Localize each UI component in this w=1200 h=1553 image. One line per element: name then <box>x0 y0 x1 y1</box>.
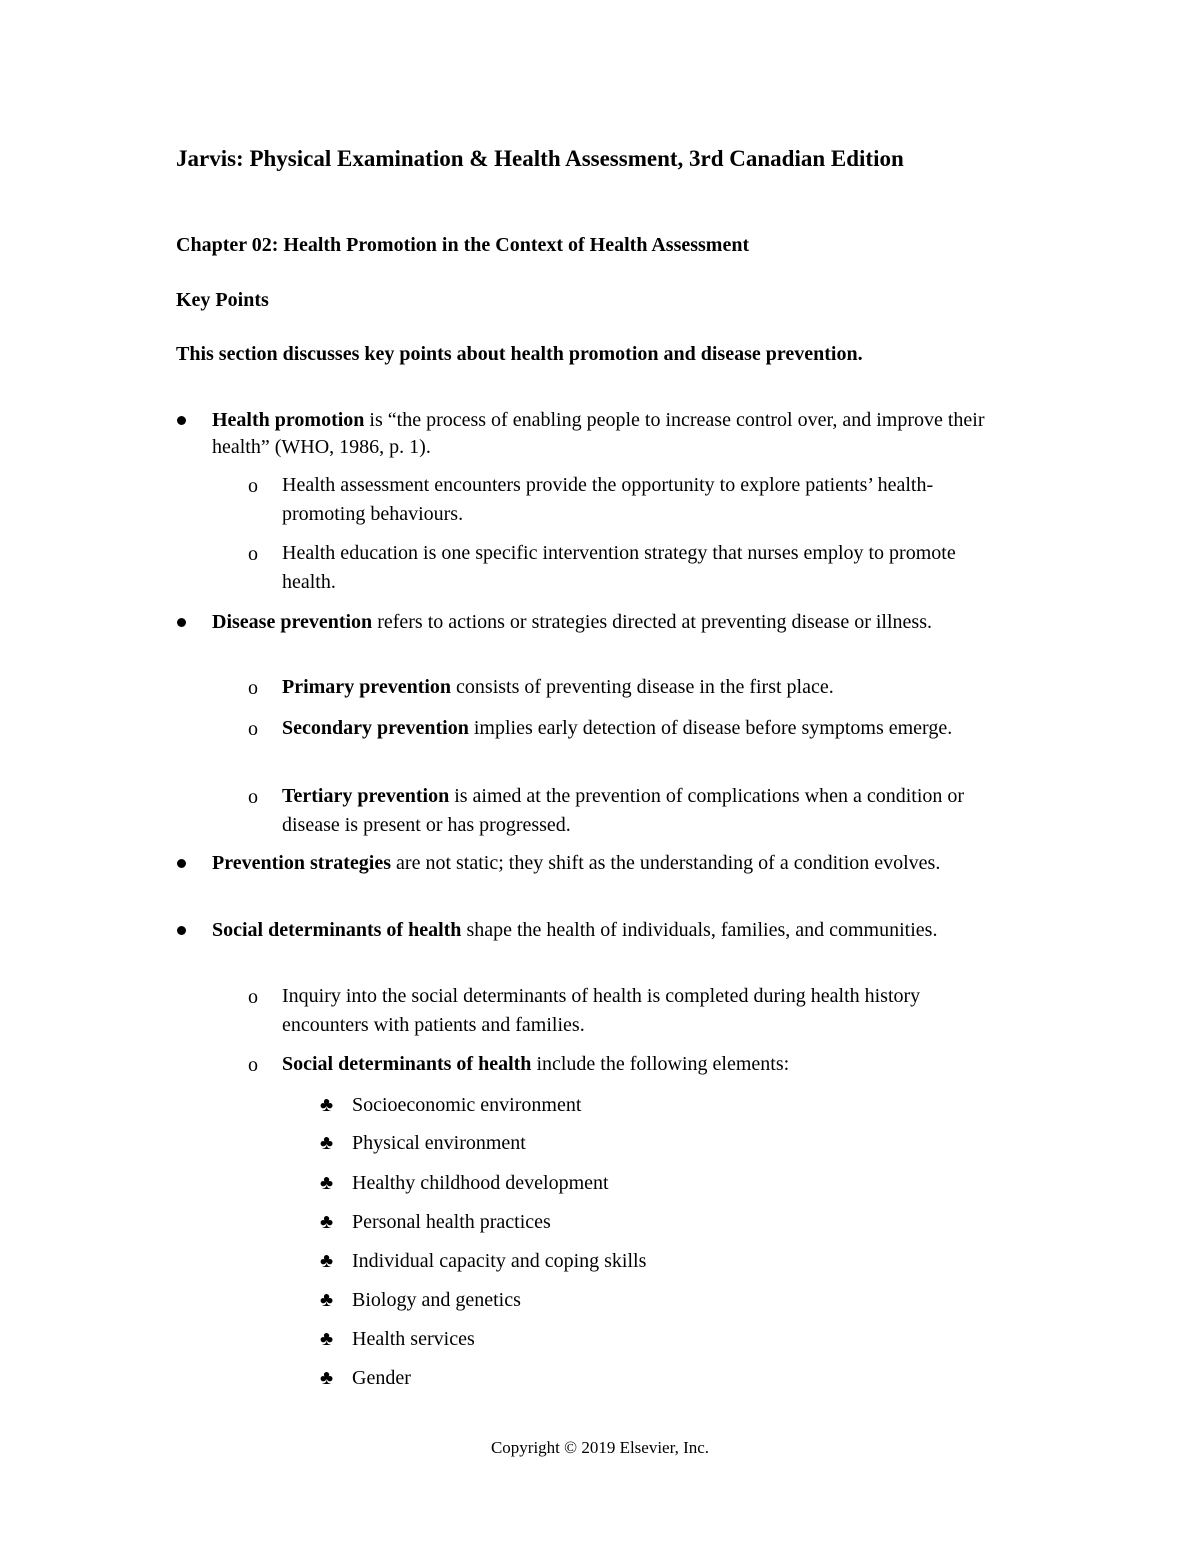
item-text: are not static; they shift as the understanding of a condition evolves. <box>391 852 941 874</box>
club-icon: ♣ <box>320 1367 334 1389</box>
club-icon: ♣ <box>320 1172 334 1194</box>
club-icon: ♣ <box>320 1250 334 1272</box>
list-item-social-determinants <box>212 917 1002 944</box>
club-icon: ♣ <box>320 1289 334 1311</box>
club-icon: ♣ <box>320 1094 334 1116</box>
list-item-prevention-strategies <box>212 850 1002 877</box>
section-heading: Key Points <box>176 289 269 311</box>
term: Secondary prevention <box>282 717 469 739</box>
sub-item-secondary-prevention <box>282 714 1002 743</box>
element-item: Health services <box>352 1328 475 1350</box>
list-item-disease-prevention <box>212 609 1002 636</box>
sub-item-social-determinants-elements <box>282 1050 1002 1079</box>
bullet-icon <box>177 859 186 868</box>
term: Disease prevention <box>212 611 373 633</box>
term: Social determinants of health <box>212 919 462 941</box>
circle-bullet-icon: o <box>248 543 258 565</box>
circle-bullet-icon: o <box>248 475 258 497</box>
sub-item: Health education is one specific intervention strategy that nurses employ to promote health. <box>282 542 956 593</box>
sub-item: Inquiry into the social determinants of health is completed during health history encounters with patients and families. <box>282 985 921 1036</box>
element-item: Socioeconomic environment <box>352 1094 582 1116</box>
intro-text: This section discusses key points about health promotion and disease prevention. <box>176 343 863 365</box>
term: Primary prevention <box>282 676 452 698</box>
chapter-heading: Chapter 02: Health Promotion in the Context of Health Assessment <box>176 234 750 256</box>
list-item-health-promotion <box>212 407 1002 461</box>
item-text: is “the process of enabling people to increase control over, and improve their health” (WHO, 1986, p. 1). <box>212 409 985 458</box>
item-text: refers to actions or strategies directed at preventing disease or illness. <box>372 611 932 633</box>
item-text: is aimed at the prevention of complications when a condition or disease is present or has progressed. <box>282 785 965 836</box>
document-title: Jarvis: Physical Examination & Health Assessment, 3rd Canadian Edition <box>176 146 904 171</box>
sub-item: Health assessment encounters provide the opportunity to explore patients’ health-promoting behaviours. <box>282 474 934 525</box>
circle-bullet-icon: o <box>248 677 258 699</box>
circle-bullet-icon: o <box>248 1054 258 1076</box>
club-icon: ♣ <box>320 1211 334 1233</box>
element-item: Biology and genetics <box>352 1289 521 1311</box>
sub-item-primary-prevention <box>282 673 1002 702</box>
circle-bullet-icon: o <box>248 718 258 740</box>
term: Prevention strategies <box>212 852 392 874</box>
club-icon: ♣ <box>320 1132 334 1154</box>
term: Health promotion <box>212 409 365 431</box>
element-item: Personal health practices <box>352 1211 551 1233</box>
circle-bullet-icon: o <box>248 786 258 808</box>
item-text: include the following elements: <box>531 1053 790 1075</box>
bullet-icon <box>177 926 186 935</box>
club-icon: ♣ <box>320 1328 334 1350</box>
term: Social determinants of health <box>282 1053 532 1075</box>
item-text: shape the health of individuals, families, and communities. <box>461 919 938 941</box>
item-text: consists of preventing disease in the first place. <box>451 676 834 698</box>
bullet-icon <box>177 416 186 425</box>
copyright-footer: Copyright © 2019 Elsevier, Inc. <box>490 1438 710 1457</box>
element-item: Healthy childhood development <box>352 1172 609 1194</box>
item-text: implies early detection of disease before symptoms emerge. <box>468 717 953 739</box>
element-item: Physical environment <box>352 1132 526 1154</box>
bullet-icon <box>177 618 186 627</box>
element-item: Individual capacity and coping skills <box>352 1250 647 1272</box>
term: Tertiary prevention <box>282 785 450 807</box>
element-item: Gender <box>352 1367 411 1389</box>
circle-bullet-icon: o <box>248 986 258 1008</box>
sub-item-tertiary-prevention <box>282 782 1002 840</box>
